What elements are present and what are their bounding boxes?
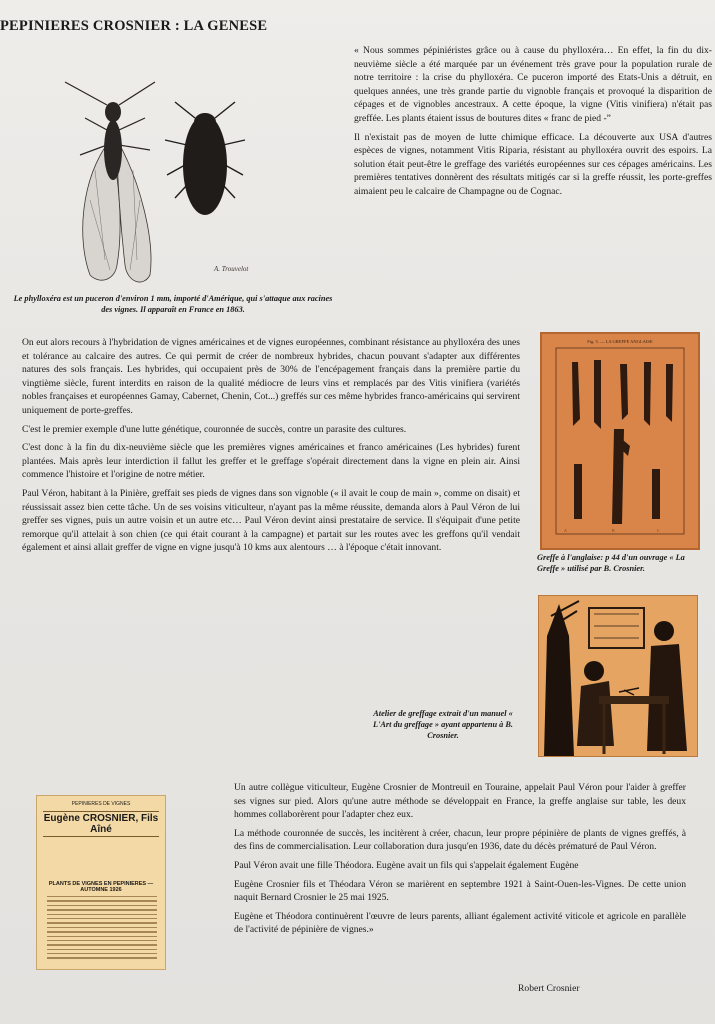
bottom-paragraph: Eugène Crosnier fils et Théodara Véron se marièrent en septembre 1921 à Saint-Ouen-les-Vignes. De cette union naquit Bernard Crosnier le 25 mai 1925. (234, 878, 686, 904)
nursery-poster (36, 795, 166, 970)
author-signature: Robert Crosnier (518, 983, 580, 994)
intro-paragraph: Il n'existait pas de moyen de lutte chimique efficace. La découverte aux USA d'autres espèces de vignes, notamment Vitis Riparia, résistant au phylloxéra ouvrit des espoirs. La solution était peut-être le greffage des variétés européennes sur ces cépages américains. Les premières tentatives donnèrent des résultats mitigés car si la greffe réussit, les porte-greffes aimaient peu le calcaire de Champagne ou de Cognac. (354, 131, 712, 197)
middle-paragraph: On eut alors recours à l'hybridation de vignes américaines et de vignes européennes, combinant résistance au phylloxéra des unes et tolérance au calcaire des autres. Ce qui permit de créer de nombreux hybrides, chacun pouvant s'adapter aux différentes natures des sols français. Les hybrides, qui occupaient près de 30% de l'encépagement français dans la première partie du vingtième siècle, furent interdits en raison de la qualité médiocre de leurs vins et remplacés par des Vitis vinifiera (variétés nobles françaises et européennes Gamay, Cabernet, Chenin, Cot...) greffés sur ces même hybrides franco-américains qui servirent uniquement de porte-greffes. (22, 337, 520, 416)
svg-text:C: C (657, 528, 660, 533)
illustrator-signature: A. Trouvelot (214, 265, 249, 273)
poster-subheading: PLANTS DE VIGNES EN PEPINIERES — AUTOMNE 1926 (48, 881, 154, 893)
page-title: PEPINIERES CROSNIER : LA GENESE (0, 18, 268, 34)
atelier-caption: Atelier de greffage extrait d'un manuel « L'Art du greffage » ayant appartenu à B. Crosnier. (373, 709, 513, 740)
middle-paragraph: Paul Véron, habitant à la Pinière, greffait ses pieds de vignes dans son vignoble (« il avait le coup de main », comme on disait) et réussissait assez bien cette tâche. Un de ses voisins viticulteur, n'ayant pas la même réussite, demanda alors à Paul Véron de lui greffer ses vignes, puis un autre voisin et un autre etc… Paul Véron devint ainsi prestataire de service. Il s'équipait d'une petite remorque qu'il attelait à son chien (ce qui était courant à la campagne) et partait sur les routes avec les greffons qu'il vendait également et ainsi allait greffer de vigne en vigne jusqu'à 10 kms aux alentours … à l'époque c'était innovant. (22, 487, 520, 554)
intro-paragraph: « Nous sommes pépiniéristes grâce ou à cause du phylloxéra… En effet, la fin du dix-neuvième siècle a été marquée par un événement très grave pour la population rurale de notre territoire : la crise du phylloxéra. Ce puceron importé des Etats-Unis a détruit, en quelques années, une très grande partie du vignoble français et provoqué la disparition de cépages et de vignobles ancestraux. A cette époque, la vigne (Vitis vinifiera) n'était pas greffée. Les plants étaient issus de boutures dites « franc de pied -” (354, 45, 712, 124)
workshop-scene-icon (538, 595, 698, 757)
graft-plate-header: Fig. 5. — LA GREFFE ANGLAISE (587, 339, 653, 344)
bottom-paragraph: Un autre collègue viticulteur, Eugène Crosnier de Montreuil en Touraine, appelait Paul Véron pour l'aider à greffer ses vignes sur pied. Alors qu'une autre méthode se développait en France, la greffe anglaise sur table, les deux hommes collaborèrent pour l'adapter chez eux. (234, 782, 686, 821)
poster-name: Eugène CROSNIER, Fils Aîné (43, 813, 159, 835)
middle-paragraph: C'est donc à la fin du dix-neuvième siècle que les premières vignes américaines et franco américaines (Les hybrides) furent plantées. Mais après leur interdiction il fallut les greffer et le greffage s'opérait directement dans la vigne en plein air. Ainsi commence l'histoire et l'origine de notre métier. (22, 442, 520, 481)
graft-plate-icon (540, 332, 700, 550)
svg-text:A: A (564, 528, 567, 533)
intro-text (354, 44, 712, 204)
middle-text (22, 336, 520, 560)
bottom-text (234, 781, 686, 942)
bottom-paragraph: La méthode couronnée de succès, les incitèrent à créer, chacun, leur propre pépinière de plants de vignes greffés, à des fins de commercialisation. Leur collaboration dura jusqu'en 1936, date du décès prématuré de Paul Véron. (234, 827, 686, 853)
phylloxera-caption: Le phylloxéra est un puceron d'environ 1 mm, importé d'Amérique, qui s'attaque aux racines des vignes. Il apparaît en France en 1863. (13, 294, 333, 314)
bottom-paragraph: Eugène et Théodora continuèrent l'œuvre de leurs parents, alliant également activité viticole et agricole en parallèle de l'activité de pépinière de vignes.» (234, 910, 686, 936)
bottom-paragraph: Paul Véron avait une fille Théodora. Eugène avait un fils qui s'appelait également Eugène (234, 859, 579, 871)
poster-heading: PEPINIERES DE VIGNES (71, 801, 131, 807)
middle-paragraph: C'est le premier exemple d'une lutte génétique, couronnée de succès, contre un parasite des cultures. (22, 423, 407, 435)
poster-price-list (47, 896, 157, 962)
graft-caption: Greffe à l'anglaise: p 44 d'un ouvrage « La Greffe » utilisé par B. Crosnier. (537, 553, 685, 573)
svg-text:B: B (612, 528, 615, 533)
phylloxera-illustration-icon (55, 70, 255, 290)
